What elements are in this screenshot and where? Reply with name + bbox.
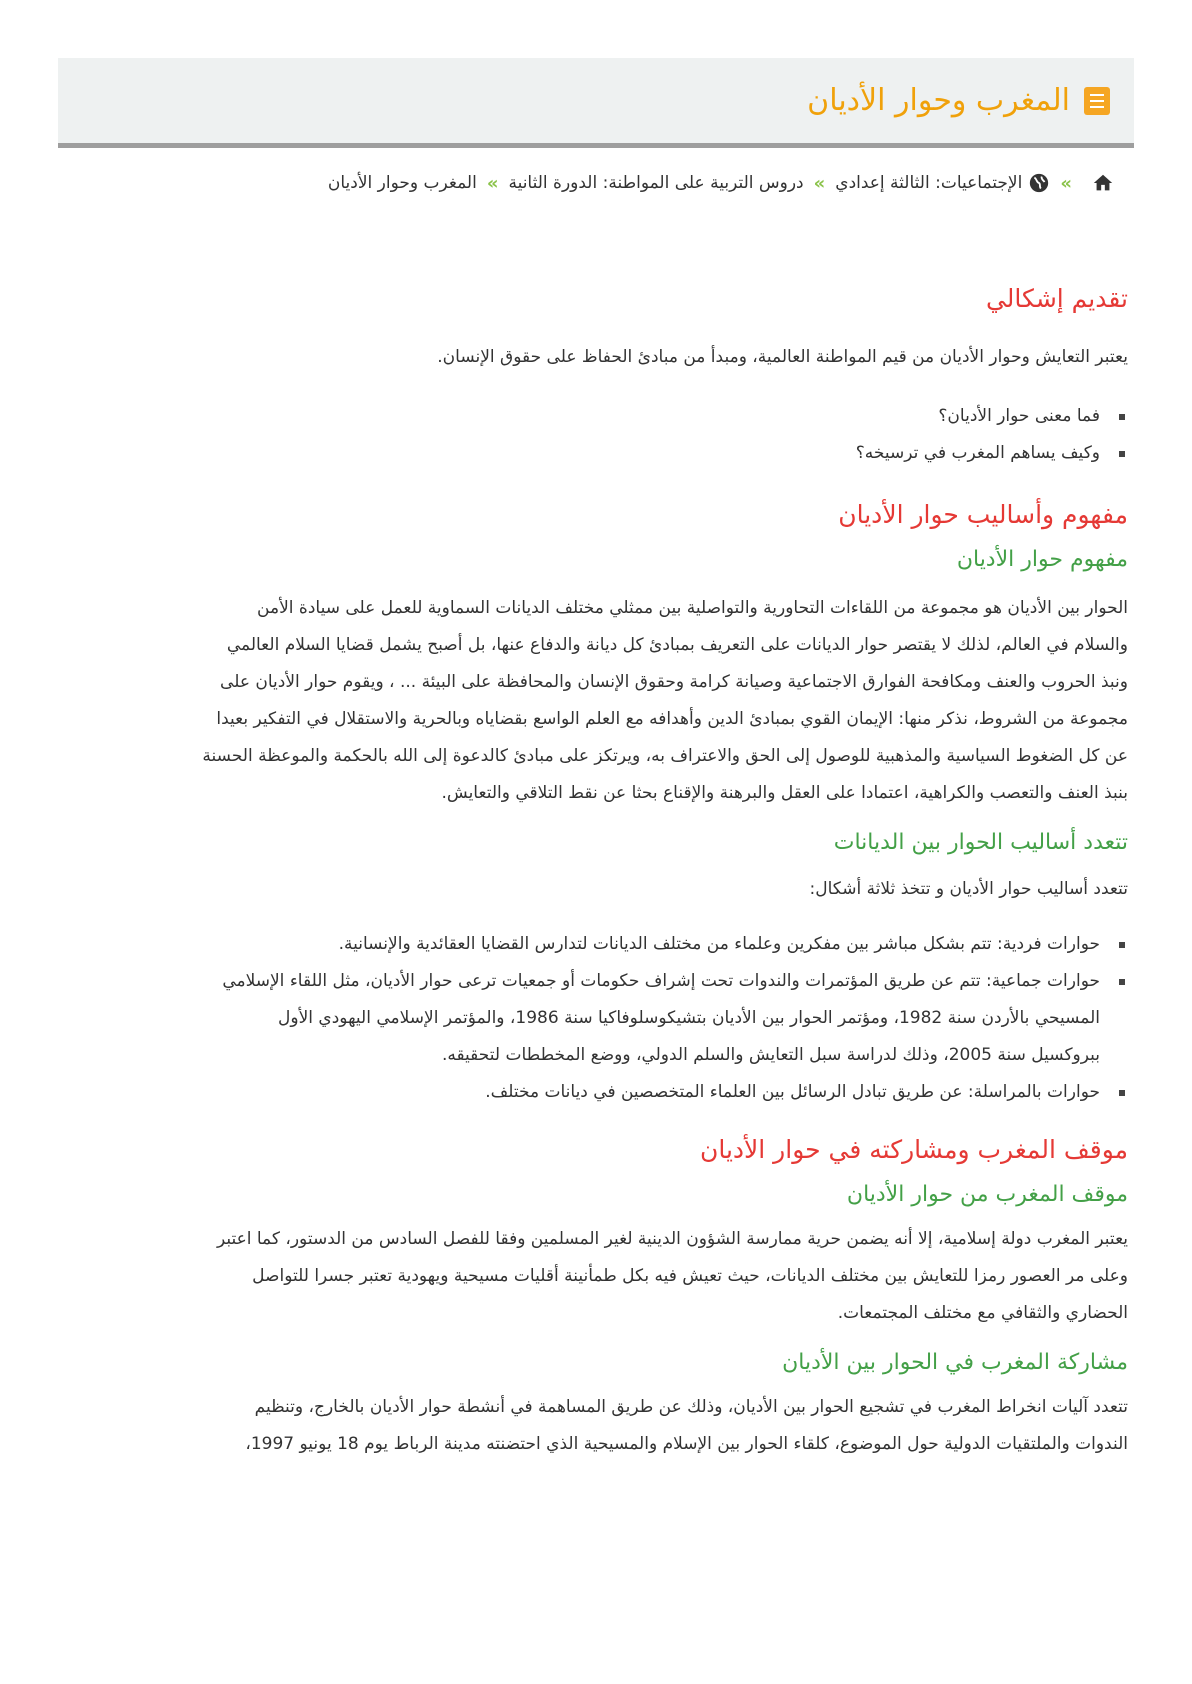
globe-icon bbox=[1028, 172, 1050, 194]
list-item: حوارات جماعية: تتم عن طريق المؤتمرات والندوات تحت إشراف حكومات أو جمعيات ترعى حوار الأديان، مثل اللقاء الإسلامي المسيحي بالأردن سنة 1982، ومؤتمر الحوار بين الأديان بتشيكوسلوفاكيا سنة 1986، والمؤتمر الإسلامي اليهودي الأول ببروكسيل سنة 2005، وذلك لدراسة سبل التعايش والسلم الدولي، ووضع المخططات لتحقيقه. bbox=[74, 963, 1128, 1074]
questions-list bbox=[74, 398, 1128, 472]
page-title: المغرب وحوار الأديان bbox=[807, 83, 1070, 118]
methods-intro: تتعدد أساليب حوار الأديان و تتخذ ثلاثة أشكال: bbox=[809, 879, 1128, 899]
section-heading-intro: تقديم إشكالي bbox=[985, 284, 1128, 313]
subheading-morocco-position: موقف المغرب من حوار الأديان bbox=[846, 1182, 1128, 1207]
list-item: حوارات بالمراسلة: عن طريق تبادل الرسائل بين العلماء المتخصصين في ديانات مختلف. bbox=[74, 1074, 1128, 1111]
list-item: حوارات فردية: تتم بشكل مباشر بين مفكرين وعلماء من مختلف الديانات لتدارس القضايا العقائدية والإنسانية. bbox=[74, 926, 1128, 963]
document-icon bbox=[1084, 87, 1110, 115]
section-heading-concept: مفهوم وأساليب حوار الأديان bbox=[838, 500, 1128, 529]
intro-paragraph: يعتبر التعايش وحوار الأديان من قيم المواطنة العالمية، ومبدأ من مبادئ الحفاظ على حقوق الإنسان. bbox=[437, 347, 1128, 367]
breadcrumb-separator: » bbox=[813, 172, 826, 194]
page-title-bar bbox=[58, 58, 1134, 148]
breadcrumb-item-citizenship-lessons[interactable]: دروس التربية على المواطنة: الدورة الثانية bbox=[508, 173, 804, 193]
home-icon[interactable] bbox=[1092, 172, 1114, 194]
breadcrumb-item-current: المغرب وحوار الأديان bbox=[327, 173, 477, 193]
breadcrumb-separator: » bbox=[486, 172, 499, 194]
section-heading-morocco: موقف المغرب ومشاركته في حوار الأديان bbox=[699, 1135, 1128, 1164]
lesson-content bbox=[74, 284, 1128, 1463]
list-item: فما معنى حوار الأديان؟ bbox=[74, 398, 1128, 435]
subheading-concept: مفهوم حوار الأديان bbox=[956, 547, 1128, 572]
methods-list bbox=[74, 926, 1128, 1111]
morocco-participation-paragraph: تتعدد آليات انخراط المغرب في تشجيع الحوار بين الأديان، وذلك عن طريق المساهمة في أنشطة حوار الأديان بالخارج، وتنظيم الندوات والملتقيات الدولية حول الموضوع، كلقاء الحوار بين الإسلام والمسيحية الذي احتضنته مدينة الرباط يوم 18 يونيو 1997، bbox=[245, 1397, 1128, 1454]
concept-paragraph: الحوار بين الأديان هو مجموعة من اللقاءات التحاورية والتواصلية بين ممثلي مختلف الديانات السماوية للعمل على سيادة الأمن والسلام في العالم، لذلك لا يقتصر حوار الديانات على التعريف بمبادئ كل ديانة والدفاع عنها، بل أصبح يشمل قضايا السلام العالمي ونبذ الحروب والعنف ومكافحة الفوارق الاجتماعية وصيانة كرامة وحقوق الإنسان والمحافظة على البيئة ... ، ويقوم حوار الأديان على مجموعة من الشروط، نذكر منها: الإيمان القوي بمبادئ الدين وأهدافه مع العلم الواسع بقضاياه وبالحرية والاستقلال في التفكير بعيدا عن كل الضغوط السياسية والمذهبية للوصول إلى الحق والاعتراف به، ويرتكز على مبادئ كالدعوة إلى الله بالحكمة والموعظة الحسنة بنبذ العنف والتعصب والكراهية، اعتمادا على العقل والبرهنة والإقناع بحثا عن نقط التلاقي والتعايش. bbox=[202, 598, 1128, 803]
morocco-position-paragraph: يعتبر المغرب دولة إسلامية، إلا أنه يضمن حرية ممارسة الشؤون الدينية لغير المسلمين وفقا للفصل السادس من الدستور، كما اعتبر وعلى مر العصور رمزا للتعايش بين مختلف الديانات، حيث تعيش فيه بكل طمأنينة أقليات مسيحية ويهودية تعتبر جسرا للتواصل الحضاري والثقافي مع مختلف المجتمعات. bbox=[216, 1229, 1128, 1323]
breadcrumb-item-social-studies[interactable]: الإجتماعيات: الثالثة إعدادي bbox=[835, 173, 1023, 193]
breadcrumb-separator: » bbox=[1060, 172, 1072, 194]
subheading-methods: تتعدد أساليب الحوار بين الديانات bbox=[833, 830, 1128, 855]
list-item: وكيف يساهم المغرب في ترسيخه؟ bbox=[74, 435, 1128, 472]
breadcrumb bbox=[120, 172, 1114, 194]
subheading-morocco-participation: مشاركة المغرب في الحوار بين الأديان bbox=[782, 1350, 1128, 1375]
